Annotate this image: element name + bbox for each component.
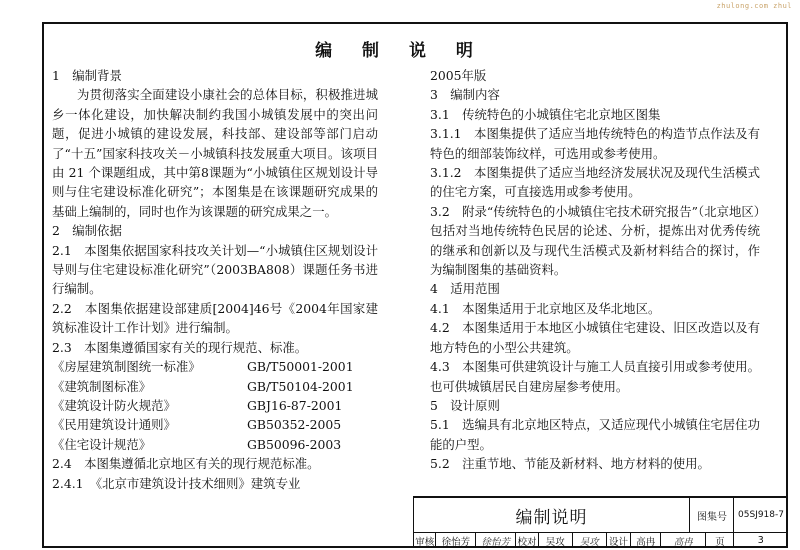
- designer-signature: 高冉: [661, 533, 706, 548]
- clause-3-1-2: 3.1.2 本图集提供了适应当地经济发展状况及现代生活模式的住宅方案，可直接选用或参考使用。: [430, 165, 760, 200]
- section-1-heading: 1 编制背景: [52, 68, 122, 83]
- code-name: 《住宅设计规范》: [52, 436, 152, 452]
- code-number: GB50096-2003: [247, 436, 342, 452]
- code-name: 《民用建筑设计通则》: [52, 417, 176, 433]
- reviewer-signature: 徐怡芳: [476, 533, 516, 548]
- designer-name: 高冉: [631, 533, 661, 548]
- code-name: 《房屋建筑制图统一标准》: [52, 359, 201, 375]
- clause-2-1: 2.1 本图集依据国家科技攻关计划—“小城镇住区规划设计导则与住宅建设标准化研究”（2003BA808）课题任务书进行编制。: [52, 242, 378, 297]
- code-row: [52, 357, 378, 376]
- reviewer-name: 徐怡芳: [436, 533, 476, 548]
- atlas-number-label: 图集号: [689, 498, 734, 532]
- code-row: [52, 377, 378, 396]
- section-5-heading: 5 设计原则: [430, 397, 500, 413]
- title-block-top-row: [414, 498, 787, 533]
- clause-4-3: 4.3 本图集可供建筑设计与施工人员直接引用或参考使用。也可供城镇居民自建房屋参考使用。: [430, 359, 760, 394]
- code-row: [52, 435, 378, 454]
- code-row: [52, 415, 378, 434]
- section-2-heading: 2 编制依据: [52, 223, 122, 239]
- clause-3-1-1: 3.1.1 本图集提供了适应当地传统特色的构造节点作法及有特色的细部装饰纹样，可选用或参考使用。: [430, 126, 760, 161]
- page-number: 3: [757, 535, 764, 546]
- section-4-heading: 4 适用范围: [430, 281, 500, 297]
- clause-4-1: 4.1 本图集适用于北京地区及华北地区。: [430, 300, 661, 316]
- title-block: [413, 496, 788, 548]
- code-number: GBJ16-87-2001: [247, 397, 343, 413]
- clause-2-3: 2.3 本图集遵循国家有关的现行规范、标准。: [52, 339, 308, 355]
- codes-list: [52, 357, 378, 454]
- proofread-label: 校对: [516, 533, 538, 548]
- left-column: [52, 66, 378, 493]
- right-column: [430, 66, 760, 474]
- title-block-title: 编制说明: [515, 507, 588, 528]
- proofreader-name: 吴攻: [539, 533, 573, 548]
- clause-5-2: 5.2 注重节地、节能及新材料、地方材料的使用。: [430, 456, 710, 472]
- design-label: 设计: [607, 533, 631, 548]
- clause-2-4: 2.4 本图集遵循北京地区有关的现行规范标准。: [52, 456, 320, 472]
- section-3-heading: 3 编制内容: [430, 87, 500, 103]
- review-label: 审核: [414, 533, 436, 548]
- page-label: 页: [706, 533, 734, 548]
- clause-2-4-1: 2.4.1 《北京市建筑设计技术细则》建筑专业: [52, 475, 301, 491]
- clause-5-1: 5.1 选编具有北京地区特点，又适应现代小城镇住宅居住功能的户型。: [430, 417, 760, 452]
- atlas-number-value: 05SJ918-7: [733, 498, 788, 532]
- code-row: [52, 396, 378, 415]
- year-edition: 2005年版: [430, 68, 487, 83]
- clause-3-2: 3.2 附录“传统特色的小城镇住宅技术研究报告”（北京地区）包括对当地传统特色民居的论述、分析，提炼出对优秀传统的继承和创新以及与现代生活模式及新材料结合的探讨，作为编制图集的基础资料。: [430, 203, 760, 278]
- code-number: GB/T50104-2001: [247, 378, 354, 394]
- clause-2-2: 2.2 本图集依据建设部建质[2004]46号《2004年国家建筑标准设计工作计划》进行编制。: [52, 300, 378, 336]
- code-name: 《建筑制图标准》: [52, 378, 152, 394]
- page-title: 编 制 说 明: [315, 41, 485, 61]
- clause-4-2: 4.2 本图集适用于本地区小城镇住宅建设、旧区改造以及有地方特色的小型公共建筑。: [430, 320, 760, 355]
- section-1-paragraph: 为贯彻落实全面建设小康社会的总体目标，积极推进城乡一体化建设，加快解决制约我国小城镇发展中的突出问题，促进小城镇的建设发展，科技部、建设部等部门启动了“十五”国家科技攻关－小城镇科技发展重大项目。该项目由 21 个课题组成，其中第8课题为“小城镇住区规划设计导则与住宅建设标准化研究”；本图集是在该课题研究成果的基础上编制的，同时也作为该课题的研究成果之一。: [52, 87, 378, 219]
- title-block-signature-row: [414, 533, 787, 548]
- proofreader-signature: 吴攻: [573, 533, 607, 548]
- watermark: zhulong.com zhul: [716, 2, 792, 10]
- clause-3-1: 3.1 传统特色的小城镇住宅北京地区图集: [430, 106, 661, 122]
- code-number: GB50352-2005: [247, 417, 342, 433]
- code-name: 《建筑设计防火规范》: [52, 397, 176, 413]
- code-number: GB/T50001-2001: [247, 359, 354, 375]
